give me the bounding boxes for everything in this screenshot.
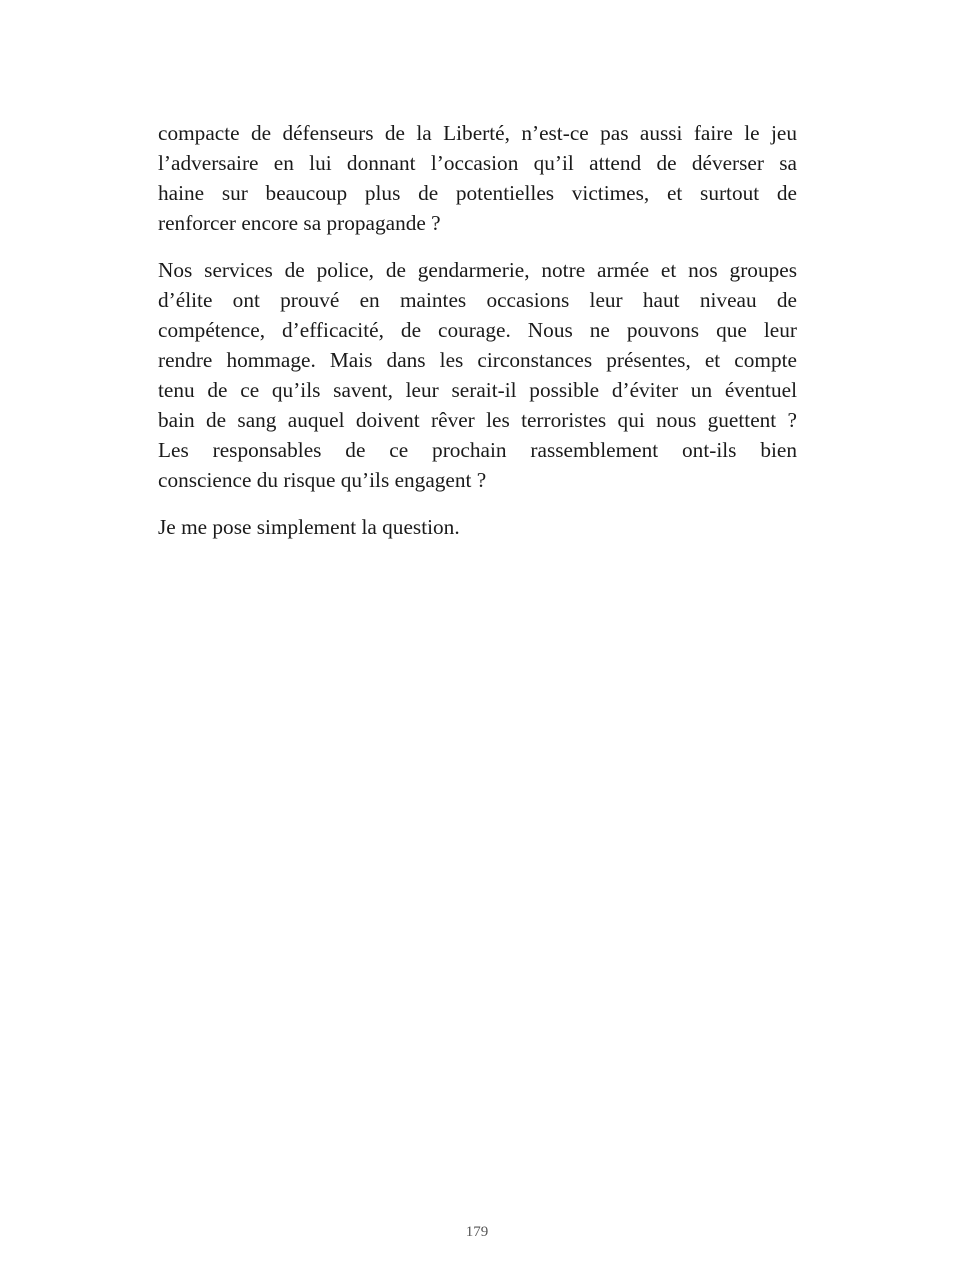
paragraph-spacer xyxy=(158,495,797,512)
text-line: Je me pose simplement la question. xyxy=(158,515,460,539)
text-line: Nos services de police, de gendarmerie, notre armée et nos groupes xyxy=(158,258,797,282)
text-line: compacte de défenseurs de la Liberté, n’est-ce pas aussi faire le jeu xyxy=(158,121,797,145)
text-line: Les responsables de ce prochain rassemblement ont-ils bien xyxy=(158,438,797,462)
page-number: 179 xyxy=(465,1224,489,1240)
text-line: tenu de ce qu’ils savent, leur serait-il possible d’éviter un éventuel xyxy=(158,378,797,402)
text-line: bain de sang auquel doivent rêver les terroristes qui nous guettent ? xyxy=(158,408,797,432)
paragraph-spacer xyxy=(158,238,797,255)
text-line: haine sur beaucoup plus de potentielles victimes, et surtout de xyxy=(158,181,797,205)
paragraph-2 xyxy=(158,255,797,495)
paragraph-1 xyxy=(158,118,797,238)
text-line: rendre hommage. Mais dans les circonstances présentes, et compte xyxy=(158,348,797,372)
text-line: l’adversaire en lui donnant l’occasion qu’il attend de déverser sa xyxy=(158,151,797,175)
text-line: d’élite ont prouvé en maintes occasions leur haut niveau de xyxy=(158,288,797,312)
text-line: renforcer encore sa propagande ? xyxy=(158,211,441,235)
body-text xyxy=(158,118,797,542)
text-line: conscience du risque qu’ils engagent ? xyxy=(158,468,487,492)
paragraph-3 xyxy=(158,512,797,542)
text-line: compétence, d’efficacité, de courage. Nous ne pouvons que leur xyxy=(158,318,797,342)
